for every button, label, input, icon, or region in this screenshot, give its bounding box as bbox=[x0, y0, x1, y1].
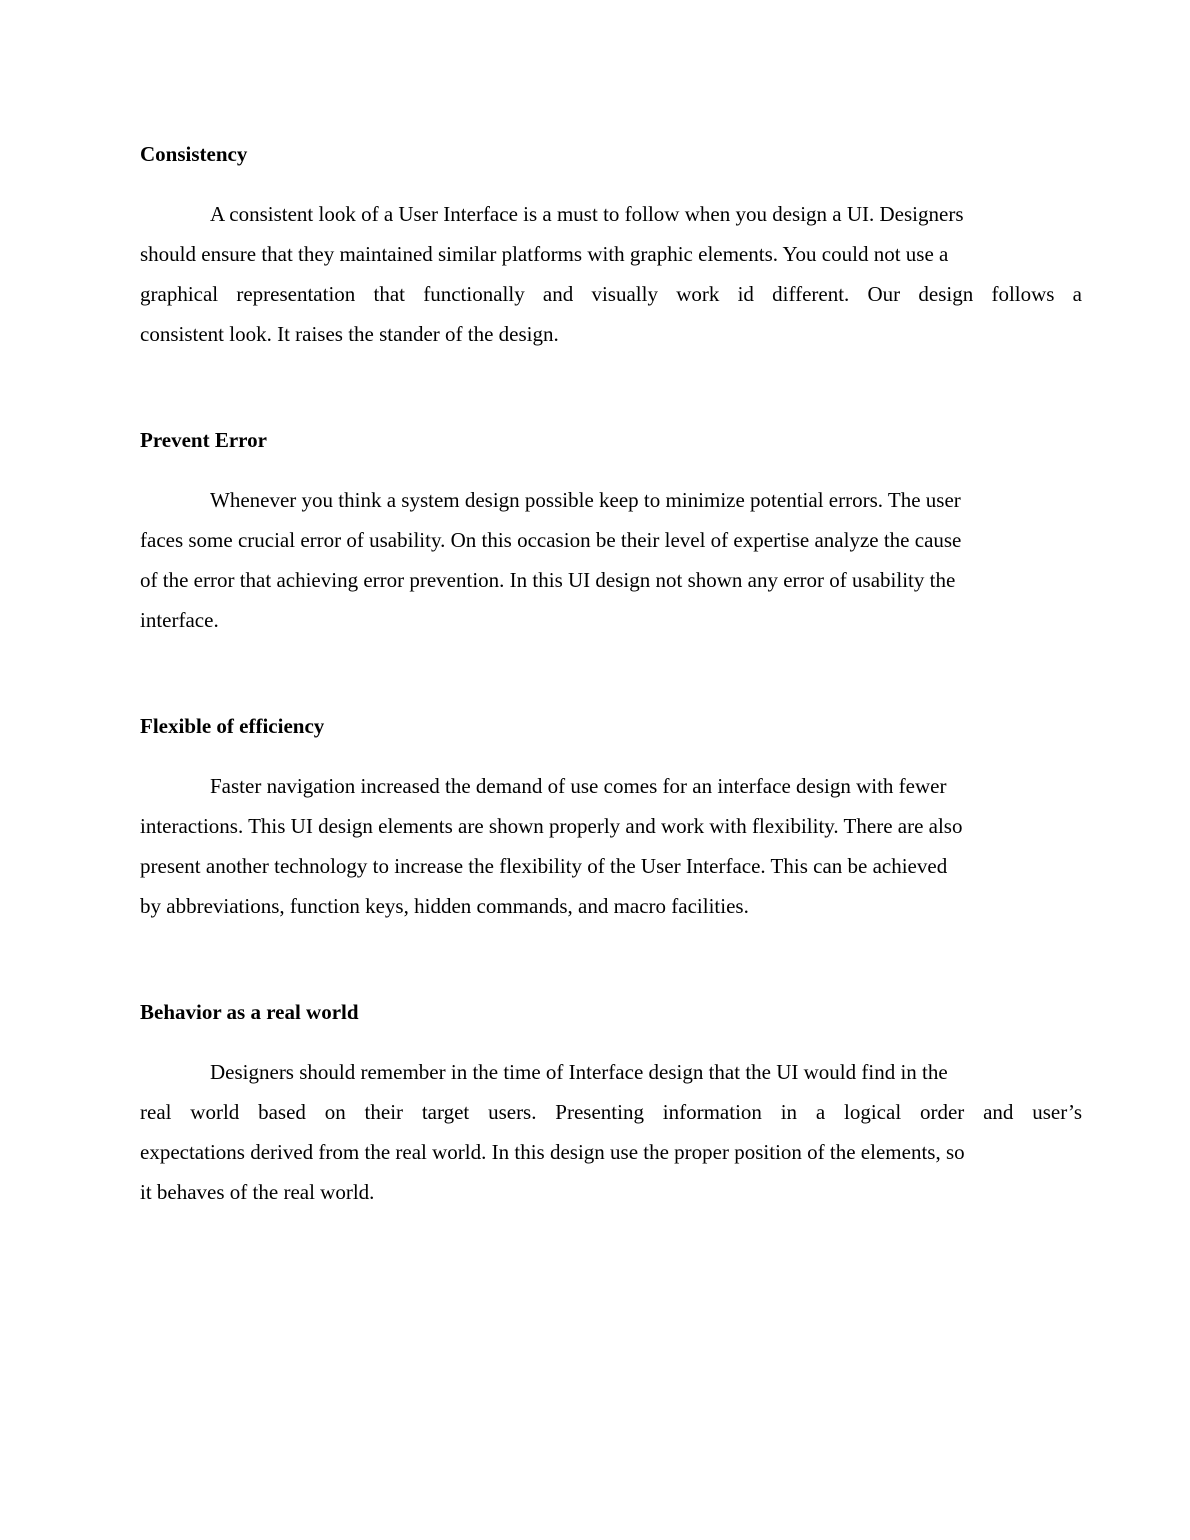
paragraph-line: graphical representation that functionally and visually work id different. Our design follows a bbox=[140, 282, 1082, 306]
section-paragraph bbox=[140, 480, 1082, 640]
paragraph-line: faces some crucial error of usability. On this occasion be their level of expertise analyze the cause bbox=[140, 528, 962, 552]
paragraph-line: expectations derived from the real world. In this design use the proper position of the elements, so bbox=[140, 1140, 965, 1164]
section-flexible-of-efficiency bbox=[140, 712, 1082, 926]
section-heading: Behavior as a real world bbox=[140, 1000, 359, 1024]
section-prevent-error bbox=[140, 426, 1082, 640]
paragraph-line: consistent look. It raises the stander of the design. bbox=[140, 322, 559, 346]
section-heading: Prevent Error bbox=[140, 428, 267, 452]
section-heading: Flexible of efficiency bbox=[140, 714, 325, 738]
paragraph-line: it behaves of the real world. bbox=[140, 1180, 375, 1204]
section-heading: Consistency bbox=[140, 142, 248, 166]
section-paragraph bbox=[140, 1052, 1082, 1212]
paragraph-line: interactions. This UI design elements are shown properly and work with flexibility. There are also bbox=[140, 814, 963, 838]
paragraph-line: Whenever you think a system design possible keep to minimize potential errors. The user bbox=[210, 488, 961, 512]
paragraph-line: should ensure that they maintained similar platforms with graphic elements. You could not use a bbox=[140, 242, 949, 266]
section-consistency bbox=[140, 140, 1082, 354]
paragraph-line: A consistent look of a User Interface is a must to follow when you design a UI. Designers bbox=[210, 202, 964, 226]
paragraph-line: Designers should remember in the time of Interface design that the UI would find in the bbox=[210, 1060, 948, 1084]
paragraph-line: present another technology to increase the flexibility of the User Interface. This can be achieved bbox=[140, 854, 948, 878]
paragraph-line: interface. bbox=[140, 608, 219, 632]
section-behavior-as-a-real-world bbox=[140, 998, 1082, 1212]
paragraph-line: real world based on their target users. Presenting information in a logical order and user’s bbox=[140, 1100, 1082, 1124]
paragraph-line: by abbreviations, function keys, hidden commands, and macro facilities. bbox=[140, 894, 749, 918]
section-paragraph bbox=[140, 194, 1082, 354]
paragraph-line: of the error that achieving error prevention. In this UI design not shown any error of usability the bbox=[140, 568, 956, 592]
section-paragraph bbox=[140, 766, 1082, 926]
paragraph-line: Faster navigation increased the demand of use comes for an interface design with fewer bbox=[210, 774, 947, 798]
